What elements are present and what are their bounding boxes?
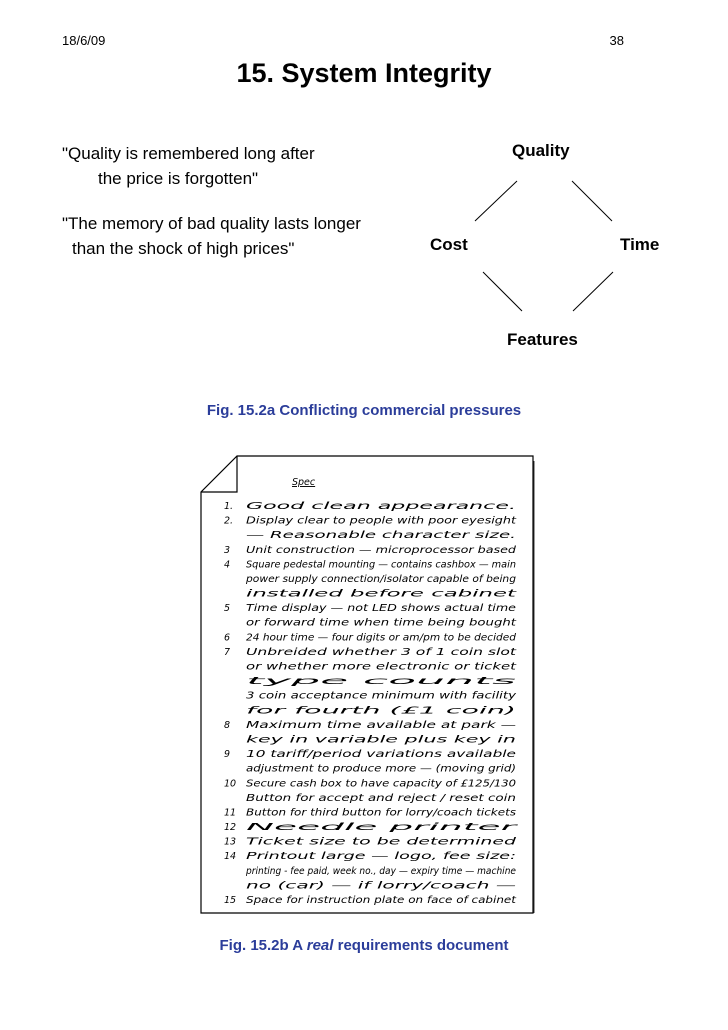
handwritten-line	[224, 647, 518, 658]
item-text: Unit construction — microprocessor based	[246, 544, 518, 556]
item-text: Time display — not LED shows actual time	[246, 603, 517, 615]
caption-b-suffix: requirements document	[337, 937, 509, 954]
handwritten-line	[246, 705, 516, 716]
line-time-features	[573, 272, 613, 311]
handwritten-line	[224, 559, 516, 570]
item-number: 8	[224, 719, 231, 731]
item-number: 6	[224, 632, 231, 644]
handwritten-line	[224, 720, 517, 731]
handwritten-line	[246, 734, 516, 745]
item-number: 5	[224, 603, 231, 615]
item-text: Square pedestal mounting — contains cashbox — main	[246, 559, 516, 571]
item-text: — Reasonable character size.	[246, 530, 516, 542]
node-time: Time	[620, 235, 660, 254]
item-text: Maximum time available at park —	[246, 719, 517, 731]
item-number: 1.	[224, 501, 234, 512]
header-date: 18/6/09	[62, 33, 106, 48]
line-quality-time	[572, 181, 612, 221]
item-text: Button for third button for lorry/coach tickets	[246, 807, 517, 819]
handwritten-line	[245, 866, 516, 877]
handwritten-line	[224, 632, 517, 643]
handwritten-line	[224, 603, 516, 614]
handwritten-line	[246, 676, 516, 687]
handwritten-line	[246, 793, 516, 804]
doc-heading: Spec	[292, 477, 316, 488]
handwritten-line	[246, 691, 517, 702]
handwritten-line	[224, 545, 517, 556]
item-number: 4	[224, 559, 231, 571]
node-cost: Cost	[430, 235, 468, 254]
handwritten-line	[246, 880, 517, 891]
item-text: Space for instruction plate on face of cabinet	[246, 895, 518, 906]
item-text: 24 hour time — four digits or am/pm to be decided	[246, 632, 518, 644]
handwritten-line	[246, 764, 516, 775]
handwritten-line	[224, 516, 518, 527]
item-number: 15	[224, 895, 237, 906]
item-text: Unbreided whether 3 of 1 coin slot	[246, 646, 519, 658]
item-text: 10 tariff/period variations available	[246, 749, 517, 761]
item-text: 3 coin acceptance minimum with facility	[246, 690, 517, 702]
item-number: 13	[224, 836, 237, 848]
handwritten-line	[224, 501, 516, 512]
handwritten-line	[224, 837, 518, 848]
item-number: 11	[224, 807, 237, 819]
item-number: 2.	[224, 515, 234, 527]
handwritten-line	[224, 895, 518, 906]
item-text: no (car) — if lorry/coach —	[246, 880, 518, 892]
item-text: adjustment to produce more — (moving grid)	[246, 763, 516, 775]
item-number: 10	[224, 778, 237, 790]
handwritten-line	[246, 589, 519, 600]
item-text: power supply connection/isolator capable of being	[244, 573, 516, 585]
item-text: type counts	[246, 676, 517, 688]
handwritten-line	[224, 822, 520, 833]
figure-caption-a: Fig. 15.2a Conflicting commercial pressures	[206, 402, 522, 419]
handwritten-requirements-document	[200, 455, 535, 915]
node-features: Features	[507, 330, 578, 349]
quote-1-line-2: the price is forgotten"	[98, 169, 259, 188]
line-cost-features	[483, 272, 522, 311]
item-text: Ticket size to be determined	[246, 836, 518, 848]
page-number: 38	[609, 33, 624, 48]
item-text: key in variable plus key in	[246, 734, 516, 746]
item-number: 7	[224, 646, 231, 658]
item-text: or whether more electronic or ticket	[246, 661, 518, 673]
quote-2-line-1: "The memory of bad quality lasts longer	[62, 214, 361, 233]
caption-b-prefix: Fig. 15.2b A	[219, 937, 303, 954]
handwritten-line	[224, 851, 516, 862]
item-text: or forward time when time being bought	[246, 617, 518, 629]
page-title: 15. System Integrity	[236, 58, 492, 88]
handwritten-line	[245, 574, 516, 585]
item-number: 12	[224, 822, 237, 834]
caption-b-emphasis: real	[306, 937, 334, 954]
line-quality-cost	[475, 181, 517, 221]
handwritten-line	[224, 807, 516, 818]
item-text: for fourth (£1 coin)	[246, 705, 516, 717]
handwritten-line	[246, 662, 518, 673]
handwritten-line	[246, 530, 516, 541]
item-text: printing - fee paid, week no., day — expiry time — machine	[245, 865, 517, 877]
item-number: 14	[224, 851, 237, 863]
item-text: Button for accept and reject / reset coin	[246, 792, 516, 804]
item-text: Display clear to people with poor eyesight	[246, 515, 518, 527]
item-text: Printout large — logo, fee size:	[246, 851, 516, 863]
node-quality: Quality	[512, 141, 570, 160]
item-number: 3	[224, 544, 231, 556]
handwritten-line	[224, 778, 516, 789]
handwritten-line	[224, 749, 516, 760]
item-number: 9	[224, 749, 231, 761]
handwritten-line	[246, 618, 518, 629]
quote-1-line-1: "Quality is remembered long after	[62, 144, 315, 163]
quote-2-line-2: than the shock of high prices"	[72, 239, 295, 258]
figure-caption-b	[0, 937, 728, 954]
item-text: Good clean appearance.	[246, 501, 516, 512]
pressure-diamond-lines	[0, 0, 728, 400]
item-text: Secure cash box to have capacity of £125/130	[246, 778, 516, 790]
item-text: installed before cabinet	[246, 588, 520, 600]
item-text: Needle printer	[246, 822, 521, 834]
